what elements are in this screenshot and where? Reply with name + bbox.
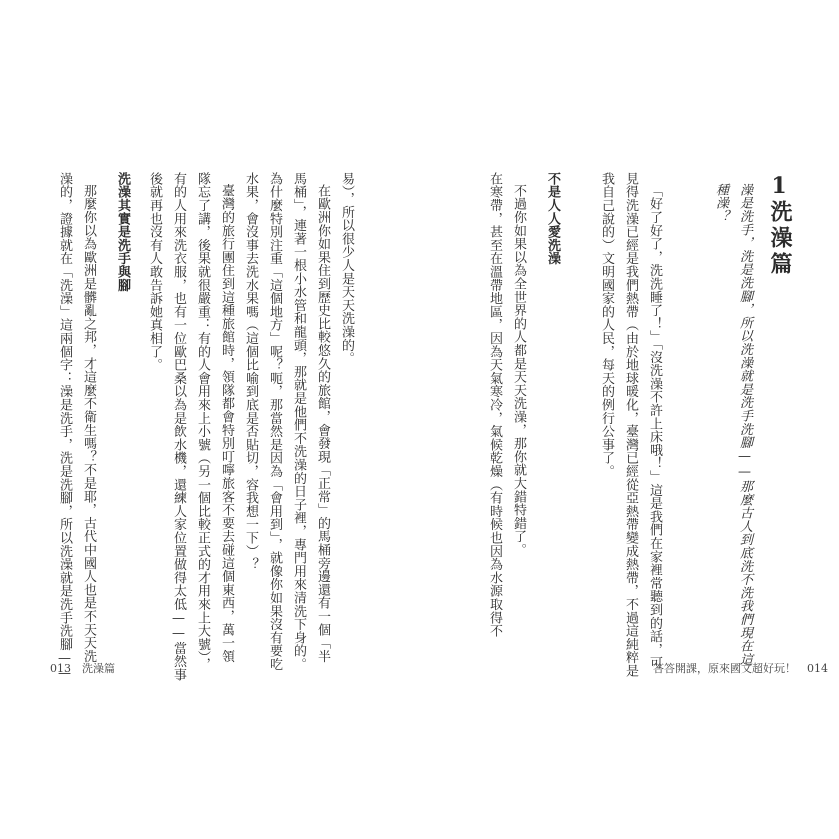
epigraph-line: 種澡？ (713, 183, 728, 223)
paragraph-line: 馬桶」，連著一根小水管和龍頭，那就是他們不洗澡的日子裡，專門用來清洗下身的。 (291, 172, 306, 671)
paragraph-line: 隊忘了講，後果就很嚴重：有的人會用來上小號（另一個比較正式的才用來上大號）， (195, 172, 210, 671)
epigraph-line: 澡是洗手，洗是洗腳，所以洗澡就是洗手洗腳——那麼古人到底洗不洗我們現在這 (737, 183, 752, 666)
paragraph-line: 有的人用來洗衣服，也有一位歐巴桑以為是飲水機，還練人家位置做得太低——當然事 (171, 172, 186, 682)
chapter-number: 1 (771, 173, 787, 199)
paragraph-line: 在寒帶，甚至在溫帶地區，因為天氣寒冷，氣候乾燥（有時候也因為水源取得不 (487, 172, 502, 638)
paragraph-line: 水果，會沒事去洗水果嗎（這個比喻到底是否貼切，容我想一下）？ (243, 172, 258, 571)
section-heading: 不是人人愛洗澡 (545, 172, 560, 266)
right-page-footer: 答答開課，原來國文超好玩！ 014 (653, 662, 828, 675)
chapter-title: 洗澡篇 (767, 200, 792, 278)
section-heading: 洗澡其實是洗手與腳 (115, 172, 130, 292)
left-page-footer: 013 洗澡篇 (50, 662, 115, 675)
paragraph-line: 見得洗澡已經是我們熱帶（由於地球暖化，臺灣已經從亞熱帶變成熱帶，不過這純粹是 (623, 172, 638, 678)
paragraph-line: 我自己說的）文明國家的人民，每天的例行公事了。 (599, 172, 614, 478)
paragraph-line: 易），所以很少人是天天洗澡的。 (339, 172, 354, 365)
paragraph-line: 不過你如果以為全世界的人都是天天洗澡，那你就大錯特錯了。 (511, 184, 526, 557)
paragraph-line: 澡的，證據就在「洗澡」這兩個字：澡是洗手，洗是洗腳，所以洗澡就是洗手洗腳—— (57, 172, 72, 682)
paragraph-line: 在歐洲你如果住到歷史比較悠久的旅館，會發現「正常」的馬桶旁邊還有一個「半 (315, 184, 330, 663)
paragraph-line: 「好了好了，洗洗睡了！」「沒洗澡不許上床哦！」這是我們在家裡常聽到的話，可 (647, 184, 662, 670)
paragraph-line: 臺灣的旅行團住到這種旅館時，領隊都會特別叮嚀旅客不要去碰這個東西，萬一領 (219, 184, 234, 663)
paragraph-line: 那麼你以為歐洲是髒亂之邦，才這麼不衛生嗎？不是耶，古代中國人也是不天天洗 (81, 184, 96, 663)
paragraph-line: 後就再也沒有人敢告訴她真相了。 (147, 172, 162, 372)
paragraph-line: 為什麼特別注重「這個地方」呢？呃，那當然是因為「會用到」，就像你如果沒有要吃 (267, 172, 282, 671)
